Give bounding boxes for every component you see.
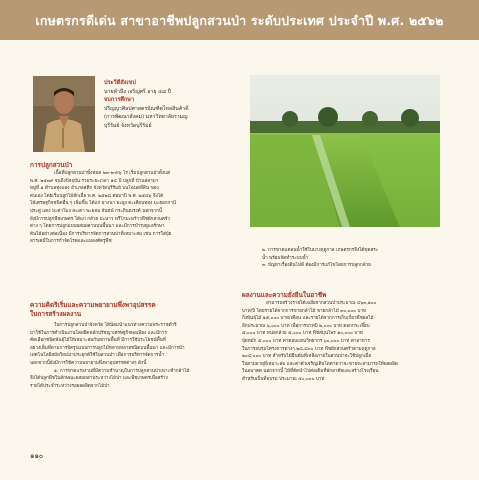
paragraph-line: ในอนาคต นอกจากนี้ ไม้ที่ตัดนำไปต่อเติมที่พักอาศัยและสร้างโรงเรือน <box>242 369 379 375</box>
paragraph-line: จึงได้ปลูกพืชในลักษณะผสมผสานระหว่างไม้ป่า และพืชเกษตรเพื่อสร้าง <box>30 376 168 382</box>
paragraph-line: นอกจากนี้ยังมีการใช้ความพยายามพึ่งพาอุปสรรคต่างๆ ดังนี้ <box>30 360 147 366</box>
paragraph-line: มาใช้ในการดำเนินงานโดยยึดหลักปรัชญาเศรษฐกิจพอเพียง และมีการ <box>30 330 167 336</box>
plantation-paragraph <box>30 170 230 246</box>
paragraph-line: ๒๐๔,๐๐๐ บาท สำหรับไม้ยืนต้นที่เหลือภายในสวนป่าจะใช้ปลูกเมื่อ <box>242 354 372 360</box>
paragraph-line: สามารถสร้างรายได้เฉลี่ยจากสวนป่าประมาณ ๔๖๓,๑๐๐ <box>266 301 377 306</box>
paragraph-line: ตนเอง โดยเริ่มปลูกไม้สักเมื่อ พ.ศ. ๒๕๒๘ ต่อมาปี พ.ศ. ๒๕๔๖ จึงได้ <box>30 193 164 199</box>
paragraph-line: ประดู่ แดง มะค่าโมง สะเดา พะยอม จันทน์ กระถินณรงค์ นอกจากนี้ <box>30 208 163 214</box>
portrait-image-icon <box>33 76 95 152</box>
paragraph-line: เนื้อที่ปลูกสวนป่าทั้งหมด ๒๓-๒-๙๖ ไร่ เริ่มปลูกสวนป่าตั้งแต่ <box>54 171 171 176</box>
education-line: บุรีรัมย์ จังหวัดบุรีรัมย์ <box>104 122 152 129</box>
page-number: ๑๑๐ <box>30 452 44 460</box>
caption-line: น้ำ พร้อมจัดทำระบบน้ำ <box>262 255 309 261</box>
paragraph-line: สำหรับเป็นที่อบรม ประมาณ ๕๐,๐๐๐ บาท <box>242 376 325 382</box>
paragraph-line: หมู่ที่ ๑ ตำบลทุ่งแสง อำเภอสตึก จังหวัดบุรีรัมย์ บนโฉนดที่ดิน ของ <box>30 186 159 192</box>
paragraph-line: ต้นไม้อย่างต่อเนื่อง มีการบริหารจัดการสวนป่าที่เหมาะสม เช่น การใส่ปุ๋ย <box>30 231 172 237</box>
rice-field-photo <box>250 75 440 227</box>
paragraph-line: ๑. การขาดแรงงานที่มีความชำนาญในการปลูกสวนป่าเพาะชำกล้าไม้ <box>54 368 190 374</box>
caption-line: ๒. การขาดแคลนน้ำใช้ในบางฤดูกาล เกษตรกรจึงได้ขุดสระ <box>262 248 379 253</box>
results-paragraph <box>242 300 450 384</box>
paragraph-line: ไม้เศรษฐกิจชนิดอื่น ๆ เพิ่มขึ้น ได้แก่ ยางนา พะยูง ตะเคียนทอง มะฮอกกานี <box>30 201 177 207</box>
paragraph-line: ในการปลูกสวนป่าจังหวัด ได้น้อมนำแนวทางความพระราชดำริ <box>54 323 177 328</box>
paragraph-line: ปุ๋ยหมัก ๕,๐๐๐ บาท ค่าตอบแทนวิทยากร ๖๐,๐๐๐ บาท ค่าอาหาร <box>242 338 370 344</box>
initiative-paragraph <box>30 322 230 390</box>
page-title: เกษตรกรดีเด่น สาขาอาชีพปลูกสวนป่า ระดับประเทศ ประจำปี พ.ศ. ๒๕๖๒ <box>35 13 444 28</box>
education-line: (การพัฒนาสังคม) มหาวิทยาลัยรามญ <box>104 114 188 121</box>
paragraph-line: ยังมีการปลูกพืชเกษตร ได้แก่ กล้วย มะนาว ทรีโกมะพร้าวพืชผักสวนครัว <box>30 216 170 222</box>
paragraph-line: รายได้ประจำระหว่างรอผลผลิตจากไม้ป่า <box>30 383 110 389</box>
paragraph-line: ในการอบรมโครงการต่างๆ ๒๘,๘๐๐ บาท พืชผักสวนครัวตามฤดูกาล <box>242 346 376 352</box>
photo-caption <box>262 247 450 270</box>
farmer-portrait <box>33 76 95 152</box>
heading-line: ความคิดริเริ่มและความพยายามพึ่งพาอุปสรรค <box>30 301 156 309</box>
paragraph-line: ต่าง ๆ โดยการปลูกแบบผสมผสานบนพื้นนา และมีการบำรุงดูแลรักษา <box>30 224 165 230</box>
section-heading-initiative <box>30 301 230 319</box>
section-heading-results: ผลงานและความยั่งยืนในอาชีพ <box>242 291 327 299</box>
profile-heading: ประวีดีสังเขป <box>104 80 136 86</box>
paragraph-line: พ.ศ. ๒๕๓๙ จนถึงปัจจุบัน รวมระยะเวลา ๑๔ ปี ปลูกที่ บ้านสลามา <box>30 178 159 184</box>
paragraph-line: คัดเลือกชนิดพันธุ์ไม้ให้เหมาะสมกับสภาพพื้นที่ มีการใช้ประโยชน์พื้นที่ <box>30 338 166 344</box>
section-heading-plantation: การปลูกสวนป่า <box>30 161 73 169</box>
paragraph-line: อย่างเต็มที่ตามการจัดรูปแบบการปลูกไม้หลายหลายชนิดบนพื้นนา และมีการนำ <box>30 345 185 351</box>
heading-line: ในการสร้างผลงาน <box>30 310 82 318</box>
paragraph-line: อีกประมาณ ๖,๐๐๐ บาท เพื่อการบาทปี ๒,๐๐๐ บาท ดอกกระเจี๊ยบ <box>242 323 370 329</box>
header-banner <box>0 0 479 40</box>
rice-field-image-icon <box>250 75 440 227</box>
paragraph-line: กิ่งพันธุ์ไม้ ๑๕,๐๐๐ บาท/เดือน และรายได้จากการเก็บเกี่ยวพืชผลไม้ <box>242 316 374 322</box>
paragraph-line: เทคโนโลยีสมัยใหม่มาประยุกต์ใช้ในสวนป่า เพื่อการบริหารจัดการน้ำ <box>30 353 165 359</box>
profile-block <box>104 79 244 131</box>
paragraph-line: ใบตามอายุที่เหมาะสม และค่าตัวเจริญเติบโตคาดว่าจะขายจะสามารถให้ผลผลิต <box>242 361 398 367</box>
profile-detail: นายคำนึง เจริญศรี อายุ ๔๘ ปี <box>104 88 171 95</box>
education-heading: จบการศึกษา <box>104 97 135 104</box>
education-line: ปริญญาศิลปศาสตรบัณฑิตไหลสินค้าดี <box>104 105 189 112</box>
paragraph-line: บาท/ปี โดยรายได้จากการขายกล้าไม้ ขายกล้าไม้ ๓๐,๐๐๐ บาท <box>242 308 367 314</box>
caption-line: ๓. ปัญหาเรื่องดินไม่ดี ต้องมีการแก้ไขโดยการปลูกกล้วย <box>262 263 371 269</box>
paragraph-line: ๕,๐๐๐ บาท หน่อกล้วย ๕,๐๐๐ บาท พืชสมุนไพร ๑๐,๐๐๐ บาท <box>242 331 363 337</box>
paragraph-line: สารเคมีในการกำจัดโรคและแมลงศัตรูพืช <box>30 239 112 245</box>
